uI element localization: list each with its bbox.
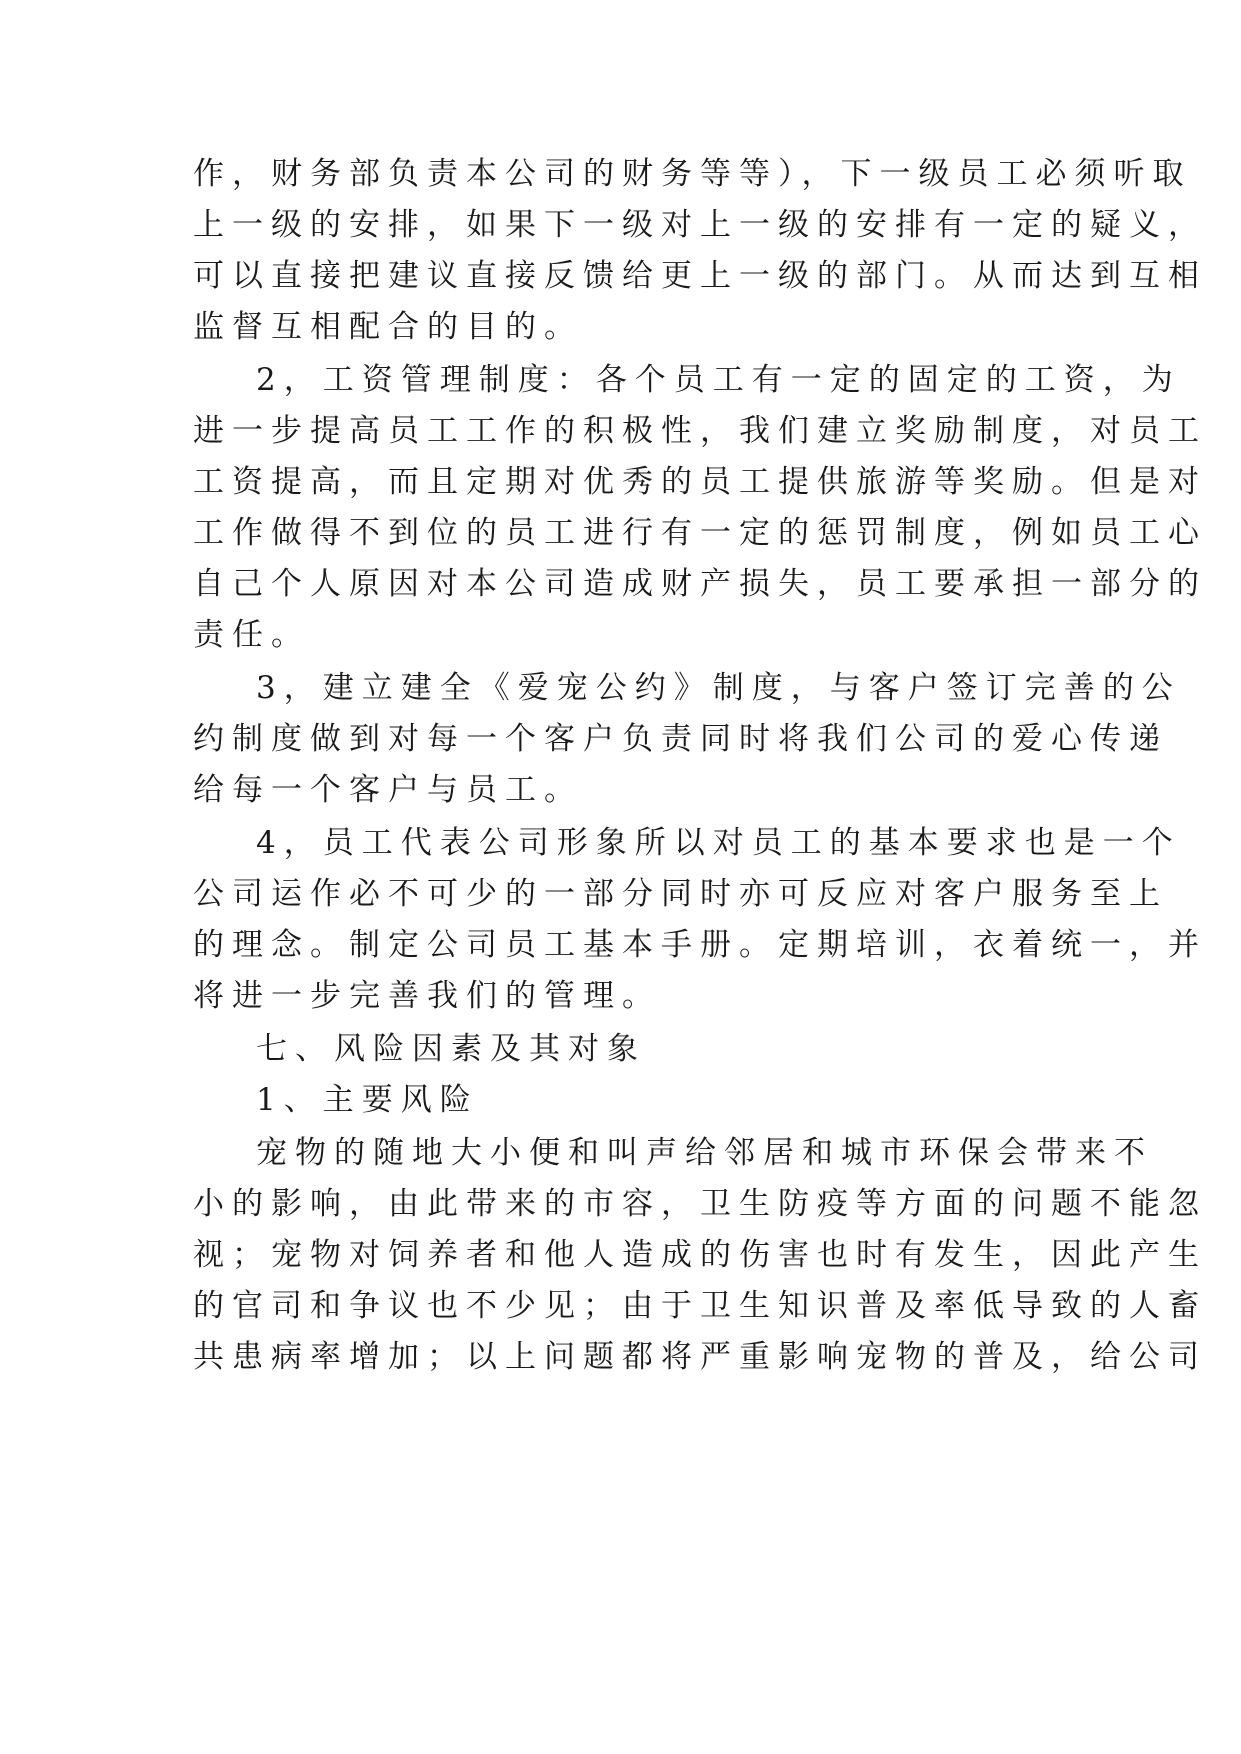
paragraph-line: 4，员工代表公司形象所以对员工的基本要求也是一个 — [256, 825, 1181, 861]
paragraph-line: 给每一个客户与员工。 — [193, 772, 583, 808]
paragraph-line: 小的影响，由此带来的市容，卫生防疫等方面的问题不能忽 — [193, 1186, 1207, 1222]
paragraph-line: 共患病率增加；以上问题都将严重影响宠物的普及，给公司 — [193, 1339, 1207, 1375]
paragraph-line: 工作做得不到位的员工进行有一定的惩罚制度，例如员工心 — [193, 515, 1207, 551]
paragraph-line: 2，工资管理制度：各个员工有一定的固定的工资，为 — [256, 362, 1181, 398]
paragraph-line: 责任。 — [193, 617, 310, 653]
paragraph-line: 宠物的随地大小便和叫声给邻居和城市环保会带来不 — [256, 1135, 1153, 1171]
paragraph-line: 将进一步完善我们的管理。 — [193, 978, 661, 1014]
paragraph-line: 工资提高，而且定期对优秀的员工提供旅游等奖励。但是对 — [193, 464, 1207, 500]
paragraph-line: 视；宠物对饲养者和他人造成的伤害也时有发生，因此产生 — [193, 1237, 1207, 1273]
paragraph-line: 的理念。制定公司员工基本手册。定期培训，衣着统一，并 — [193, 927, 1207, 963]
paragraph-line: 监督互相配合的目的。 — [193, 309, 583, 345]
paragraph-line: 作，财务部负责本公司的财务等等），下一级员工必须听取 — [193, 156, 1192, 192]
paragraph-line: 上一级的安排，如果下一级对上一级的安排有一定的疑义， — [193, 207, 1207, 243]
paragraph-line: 自己个人原因对本公司造成财产损失，员工要承担一部分的 — [193, 566, 1207, 602]
paragraph-line: 进一步提高员工工作的积极性，我们建立奖励制度，对员工 — [193, 413, 1207, 449]
paragraph-line: 约制度做到对每一个客户负责同时将我们公司的爱心传递 — [193, 721, 1168, 757]
paragraph-line: 公司运作必不可少的一部分同时亦可反应对客户服务至上 — [193, 876, 1168, 912]
section-heading: 七、风险因素及其对象 — [256, 1031, 646, 1067]
subsection-heading: 1、主要风险 — [256, 1082, 479, 1118]
paragraph-line: 3，建立建全《爱宠公约》制度，与客户签订完善的公 — [256, 670, 1181, 706]
paragraph-line: 的官司和争议也不少见；由于卫生知识普及率低导致的人畜 — [193, 1288, 1207, 1324]
paragraph-line: 可以直接把建议直接反馈给更上一级的部门。从而达到互相 — [193, 258, 1207, 294]
